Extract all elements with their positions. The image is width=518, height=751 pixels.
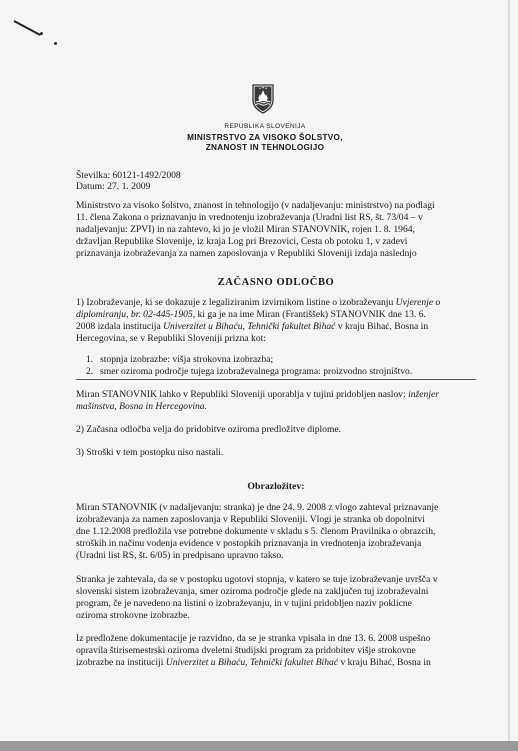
list-number: 2. bbox=[86, 366, 94, 377]
institution-name: Univerzitet u Bihaću, Tehnički fakultet Bihać bbox=[165, 657, 339, 668]
reason-line bbox=[76, 657, 496, 669]
text: v kraju Bihać, Bosna in bbox=[335, 321, 429, 332]
intro-line: državljan Republike Slovenije, iz kraja Log pri Brezovici, Cesta ob potoku 1, v zadevi bbox=[76, 236, 408, 247]
intro-line: nadaljevanju: ZPVI) in na zahtevo, ki jo je vložil Miran STANOVNIK, rojen 1. 8. 1964, bbox=[76, 224, 415, 235]
reason-line: izobraževanja za namen zaposlovanja v Republiki Sloveniji. Vlogi je stranka ob dopolnitvi bbox=[76, 514, 425, 525]
point-1-line bbox=[76, 321, 496, 333]
point-3: 3) Stroški v tem postopku niso nastali. bbox=[76, 447, 224, 458]
list-item bbox=[86, 354, 273, 366]
reasoning-title: Obrazložitev: bbox=[247, 481, 305, 492]
scan-mark bbox=[14, 20, 41, 36]
text: izobrazbe na instituciji bbox=[76, 657, 166, 668]
scan-dot bbox=[54, 42, 57, 45]
scan-dot bbox=[40, 32, 43, 35]
text: 1) Izobraževanje, ki se dokazuje z legaliziranim izvirnikom listine o izobraževanju bbox=[76, 297, 396, 308]
title-paragraph bbox=[76, 389, 496, 413]
scan-border bbox=[0, 741, 518, 751]
reason-line: Miran STANOVNIK (v nadaljevanju: stranka) je dne 24. 9. 2008 z vlogo zahteval priznavanje bbox=[76, 502, 439, 513]
reason-line: oziroma strokovne izobrazbe. bbox=[76, 610, 190, 621]
reason-line: stroških in načinu vodenja evidence v postopkih priznavanja in vrednotenja izobraževanja bbox=[76, 538, 422, 549]
reason-paragraph-1 bbox=[76, 502, 496, 562]
page-edge bbox=[508, 0, 510, 741]
professional-title: mašinstva, Bosna in Hercegovina. bbox=[76, 401, 208, 412]
reason-line: program, če je navedeno na listini o izobraževanju, in v tujini pridobljen naziv poklicne bbox=[76, 598, 412, 609]
point-1 bbox=[76, 297, 496, 345]
ministry-header bbox=[130, 122, 400, 154]
point-2: 2) Začasna odločba velja do pridobitve oziroma predložitve diplome. bbox=[76, 424, 342, 435]
reason-line: Iz predložene dokumentacije je razvidno, da se je stranka vpisala in dne 13. 6. 2008 uspešno bbox=[76, 633, 431, 644]
list-text: smer oziroma področje tujega izobraževalnega programa: proizvodno strojništvo. bbox=[100, 366, 413, 377]
intro-line: 11. člena Zakona o priznavanju in vrednotenju izobraževanja (Uradni list RS, št. 73/04 – v bbox=[76, 212, 423, 223]
title-line bbox=[76, 401, 496, 413]
divider bbox=[76, 379, 476, 380]
title-line bbox=[76, 389, 496, 401]
point-1-line: Hercegovina, se v Republiki Sloveniji prizna kot: bbox=[76, 333, 266, 344]
list-item bbox=[86, 366, 412, 378]
intro-paragraph bbox=[76, 200, 496, 260]
text: Miran STANOVNIK lahko v Republiki Sloveniji uporablja v tujini pridobljen naslov: bbox=[76, 389, 409, 400]
ministry-name-line2: ZNANOST IN TEHNOLOGIJO bbox=[205, 143, 325, 152]
reason-paragraph-3 bbox=[76, 633, 496, 669]
reason-line: dne 1.12.2008 predložila vse potrebne dokumente v skladu s 5. členom Pravilnika o obrazcih, bbox=[76, 526, 436, 537]
document-date: Datum: 27. 1. 2009 bbox=[76, 181, 151, 192]
ministry-name: MINISTRSTVO ZA VISOKO ŠOLSTVO, bbox=[187, 132, 343, 142]
decision-title: ZAČASNO ODLOČBO bbox=[217, 277, 335, 288]
institution-name: Univerzitet u Bihaću, Tehnički fakultet Bihać bbox=[163, 321, 336, 332]
text: v kraju Bihać, Bosna in bbox=[338, 657, 431, 668]
document-number: Številka: 60121-1492/2008 bbox=[76, 170, 181, 181]
certificate-name: Uvjerenje o bbox=[395, 297, 441, 308]
point-1-line bbox=[76, 309, 496, 321]
list-number: 1. bbox=[86, 354, 94, 365]
reason-paragraph-2 bbox=[76, 574, 496, 622]
reason-line: slovenski sistem izobraževanja, smer oziroma področje glede na zaključen tuj izobraževalni bbox=[76, 586, 429, 597]
point-1-line bbox=[76, 297, 496, 309]
professional-title: inženjer bbox=[408, 389, 439, 400]
reason-line: (Uradni list RS, št. 6/05) in predpisano upravno takso. bbox=[76, 550, 284, 561]
certificate-number: diplomiranju, br. 02-445-1905 bbox=[76, 309, 193, 320]
reason-line: Stranka je zahtevala, da se v postopku ugotovi stopnja, v katero se tuje izobraževanje uvršča v bbox=[76, 574, 438, 585]
reason-line: opravila štirisemestrski oziroma dveletni študijski program za pridobitev višje strokovne bbox=[76, 645, 416, 656]
coat-of-arms-icon bbox=[252, 84, 274, 114]
text: 2008 izdala institucija bbox=[76, 321, 164, 332]
list-text: stopnja izobrazbe: višja strokovna izobrazba; bbox=[100, 354, 274, 365]
intro-line: Ministrstvo za visoko šolstvo, znanost in tehnologijo (v nadaljevanju: ministrstvo) na podlagi bbox=[76, 200, 435, 211]
text: , ki ga je na ime Miran (Františšek) STANOVNIK dne 13. 6. bbox=[192, 309, 426, 320]
republic-label: REPUBLIKA SLOVENIJA bbox=[224, 123, 306, 130]
intro-line: priznavanja izobraževanja za namen zaposlovanja v Republiki Sloveniji izdaja naslednjo bbox=[76, 248, 417, 259]
